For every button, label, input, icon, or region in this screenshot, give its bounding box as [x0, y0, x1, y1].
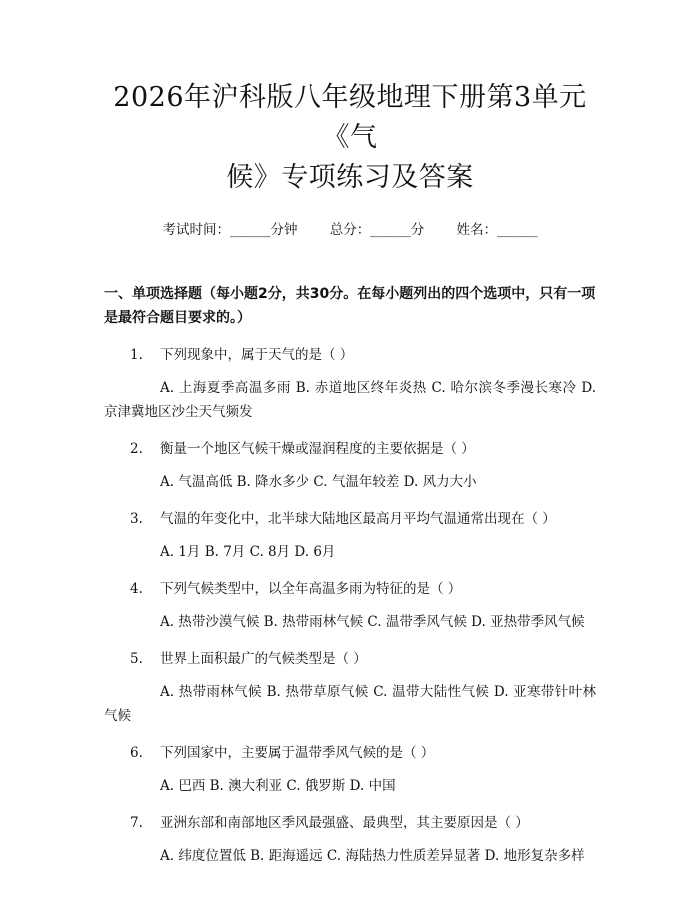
question-2	[104, 437, 596, 494]
question-number: 1.	[130, 347, 143, 363]
question-number: 2.	[130, 441, 143, 457]
question-stem: 衡量一个地区气候干燥或湿润程度的主要依据是（ ）	[160, 441, 475, 457]
question-6	[104, 741, 596, 798]
question-number: 5.	[130, 651, 143, 667]
question-stem: 亚洲东部和南部地区季风最强盛、最典型，其主要原因是（ ）	[160, 815, 529, 831]
exam-info	[104, 218, 596, 238]
question-number: 3.	[130, 511, 143, 527]
question-number: 7.	[130, 815, 143, 831]
question-stem: 世界上面积最广的气候类型是（ ）	[160, 651, 367, 667]
question-options: A. 1月 B. 7月 C. 8月 D. 6月	[160, 544, 336, 560]
question-options: A. 热带雨林气候 B. 热带草原气候 C. 温带大陆性气候 D. 亚寒带针叶林气候	[104, 684, 596, 724]
total-score-field: 总分：______分	[329, 222, 425, 238]
title-line-2: 候》专项练习及答案	[226, 162, 474, 193]
student-name-field: 姓名：______	[456, 222, 538, 238]
question-list	[104, 343, 596, 868]
question-number: 4.	[130, 581, 143, 597]
question-1	[104, 343, 596, 424]
exam-time-field: 考试时间：______分钟	[162, 222, 298, 238]
section-heading: 一、单项选择题（每小题2分，共30分。在每小题列出的四个选项中，只有一项是最符合题目要求的。）	[104, 286, 596, 326]
question-stem: 气温的年变化中，北半球大陆地区最高月平均气温通常出现在（ ）	[160, 511, 556, 527]
question-5	[104, 647, 596, 728]
question-options: A. 上海夏季高温多雨 B. 赤道地区终年炎热 C. 哈尔滨冬季漫长寒冷 D. 京津冀地区沙尘天气频发	[104, 380, 596, 420]
question-4	[104, 577, 596, 634]
question-stem: 下列气候类型中，以全年高温多雨为特征的是（ ）	[160, 581, 462, 597]
title-line-1: 2026年沪科版八年级地理下册第3单元《气	[113, 82, 587, 153]
question-stem: 下列国家中，主要属于温带季风气候的是（ ）	[160, 745, 435, 761]
question-3	[104, 507, 596, 564]
question-options: A. 气温高低 B. 降水多少 C. 气温年较差 D. 风力大小	[160, 474, 477, 490]
question-stem: 下列现象中，属于天气的是（ ）	[160, 347, 354, 363]
question-options: A. 热带沙漠气候 B. 热带雨林气候 C. 温带季风气候 D. 亚热带季风气候	[160, 614, 585, 630]
question-7	[104, 811, 596, 868]
question-options: A. 纬度位置低 B. 距海遥远 C. 海陆热力性质差异显著 D. 地形复杂多样	[160, 848, 585, 864]
document-title	[104, 78, 596, 198]
question-number: 6.	[130, 745, 143, 761]
question-options: A. 巴西 B. 澳大利亚 C. 俄罗斯 D. 中国	[160, 778, 396, 794]
